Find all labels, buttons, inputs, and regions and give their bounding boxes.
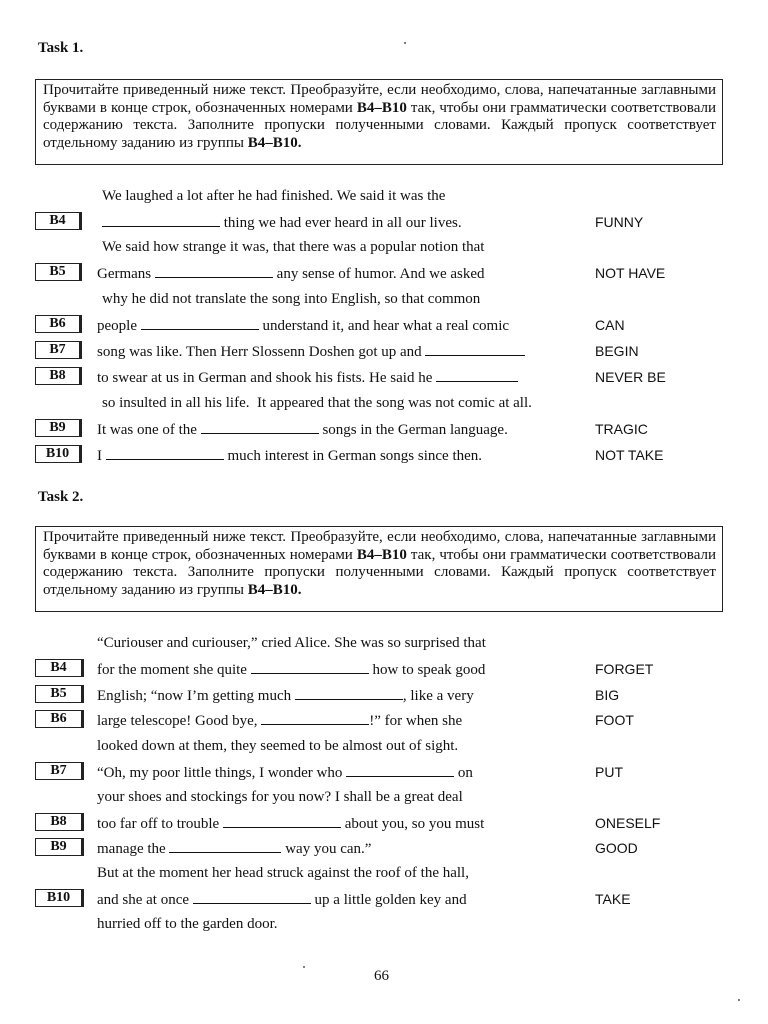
answer-blank[interactable] — [261, 711, 369, 725]
task2-hint-b5: BIG — [595, 687, 620, 703]
task2-line-1: for the moment she quite how to speak good — [97, 662, 486, 678]
answer-blank[interactable] — [295, 686, 403, 700]
answer-blank[interactable] — [251, 660, 369, 674]
task1-code-b7: B7 — [35, 341, 82, 359]
task2-hint-b6: FOOT — [595, 712, 634, 728]
task1-line-2: We said how strange it was, that there was a popular notion that — [102, 239, 485, 255]
answer-blank[interactable] — [346, 763, 454, 777]
task1-instruction-main: Прочитайте приведенный ниже текст. Преобразуйте, если необходимо, слова, напечатанные заглавными буквами в конце строк, обозначенных номерами — [43, 82, 716, 116]
answer-blank[interactable] — [193, 890, 311, 904]
task2-line-8: manage the way you can.” — [97, 841, 372, 857]
task1-hint-b10: NOT TAKE — [595, 447, 664, 463]
task1-code-b8: B8 — [35, 367, 82, 385]
task2-code-b10: B10 — [35, 889, 84, 907]
task2-line-3: large telescope! Good bye, !” for when she — [97, 713, 463, 729]
scan-speck — [303, 966, 305, 968]
answer-blank[interactable] — [141, 316, 259, 330]
task2-instruction-tail: так, чтобы они грамматически соответствовали содержанию текста. Заполните пропуски полученными словами. Каждый пропуск соответствует отдельному заданию из группы — [43, 546, 716, 598]
task1-line-8: so insulted in all his life. It appeared that the song was not comic at all. — [102, 395, 532, 411]
task1-hint-b6: CAN — [595, 317, 625, 333]
task2-hint-b9: GOOD — [595, 840, 638, 856]
task1-code-b6: B6 — [35, 315, 82, 333]
task1-hint-b9: TRAGIC — [595, 421, 648, 437]
task1-line-6: song was like. Then Herr Slossenn Doshen got up and — [97, 342, 525, 361]
answer-blank[interactable] — [436, 368, 518, 382]
answer-blank[interactable] — [102, 213, 220, 227]
task1-instruction-end: B4–B10. — [247, 134, 302, 151]
task1-line-0: We laughed a lot after he had finished. We said it was the — [102, 188, 446, 204]
task1-hint-b4: FUNNY — [595, 214, 644, 230]
task2-title: Task 2. — [38, 489, 84, 505]
task2-instruction-end: B4–B10. — [247, 581, 302, 598]
task2-code-b5: B5 — [35, 685, 84, 703]
task2-hint-b10: TAKE — [595, 891, 631, 907]
task2-code-b7: B7 — [35, 762, 84, 780]
task1-code-b5: B5 — [35, 263, 82, 281]
task2-code-b6: B6 — [35, 710, 84, 728]
task2-instructions — [35, 526, 723, 612]
task1-hint-b5: NOT HAVE — [595, 265, 666, 281]
task2-code-b9: B9 — [35, 838, 84, 856]
task2-instruction-main: Прочитайте приведенный ниже текст. Преобразуйте, если необходимо, слова, напечатанные заглавными буквами в конце строк, обозначенных номерами — [43, 529, 716, 563]
task1-code-b4: B4 — [35, 212, 82, 230]
task2-line-2: English; “now I’m getting much , like a very — [97, 688, 474, 704]
scan-speck — [404, 42, 406, 44]
task2-line-9: But at the moment her head struck against the roof of the hall, — [97, 865, 469, 881]
task1-line-4: why he did not translate the song into English, so that common — [102, 291, 481, 307]
task2-line-11: hurried off to the garden door. — [97, 916, 278, 932]
task2-line-0: “Curiouser and curiouser,” cried Alice. She was so surprised that — [97, 635, 486, 651]
answer-blank[interactable] — [223, 814, 341, 828]
task2-code-b8: B8 — [35, 813, 84, 831]
answer-blank[interactable] — [155, 264, 273, 278]
task1-line-9: It was one of the songs in the German language. — [97, 422, 508, 438]
task1-instruction-range: B4–B10 — [356, 99, 407, 116]
task1-title: Task 1. — [38, 40, 84, 56]
task1-instruction-tail: так, чтобы они грамматически соответствовали содержанию текста. Заполните пропуски полученными словами. Каждый пропуск соответствует отдельному заданию из группы — [43, 99, 716, 151]
task2-hint-b7: PUT — [595, 764, 623, 780]
answer-blank[interactable] — [169, 839, 281, 853]
task2-line-7: too far off to trouble about you, so you must — [97, 816, 485, 832]
task2-line-6: your shoes and stockings for you now? I shall be a great deal — [97, 789, 463, 805]
task1-line-1: thing we had ever heard in all our lives. — [102, 213, 462, 232]
scan-speck — [738, 999, 740, 1001]
page-number: 66 — [374, 968, 389, 984]
task2-instruction-range: B4–B10 — [356, 546, 407, 563]
answer-blank[interactable] — [201, 420, 319, 434]
task1-line-10: I much interest in German songs since then. — [97, 448, 483, 464]
task1-code-b9: B9 — [35, 419, 82, 437]
task2-line-10: and she at once up a little golden key and — [97, 892, 467, 908]
task2-hint-b8: ONESELF — [595, 815, 661, 831]
answer-blank[interactable] — [425, 342, 525, 356]
task1-instructions — [35, 79, 723, 165]
answer-blank[interactable] — [106, 446, 224, 460]
task1-hint-b8: NEVER BE — [595, 369, 666, 385]
task1-code-b10: B10 — [35, 445, 82, 463]
task1-line-7: to swear at us in German and shook his fists. He said he — [97, 368, 518, 387]
task2-hint-b4: FORGET — [595, 661, 654, 677]
task1-hint-b7: BEGIN — [595, 343, 639, 359]
task1-line-5: people understand it, and hear what a real comic — [97, 318, 510, 334]
task2-line-5: “Oh, my poor little things, I wonder who on — [97, 765, 473, 781]
task2-code-b4: B4 — [35, 659, 84, 677]
task2-line-4: looked down at them, they seemed to be almost out of sight. — [97, 738, 459, 754]
task1-line-3: Germans any sense of humor. And we asked — [97, 266, 485, 282]
